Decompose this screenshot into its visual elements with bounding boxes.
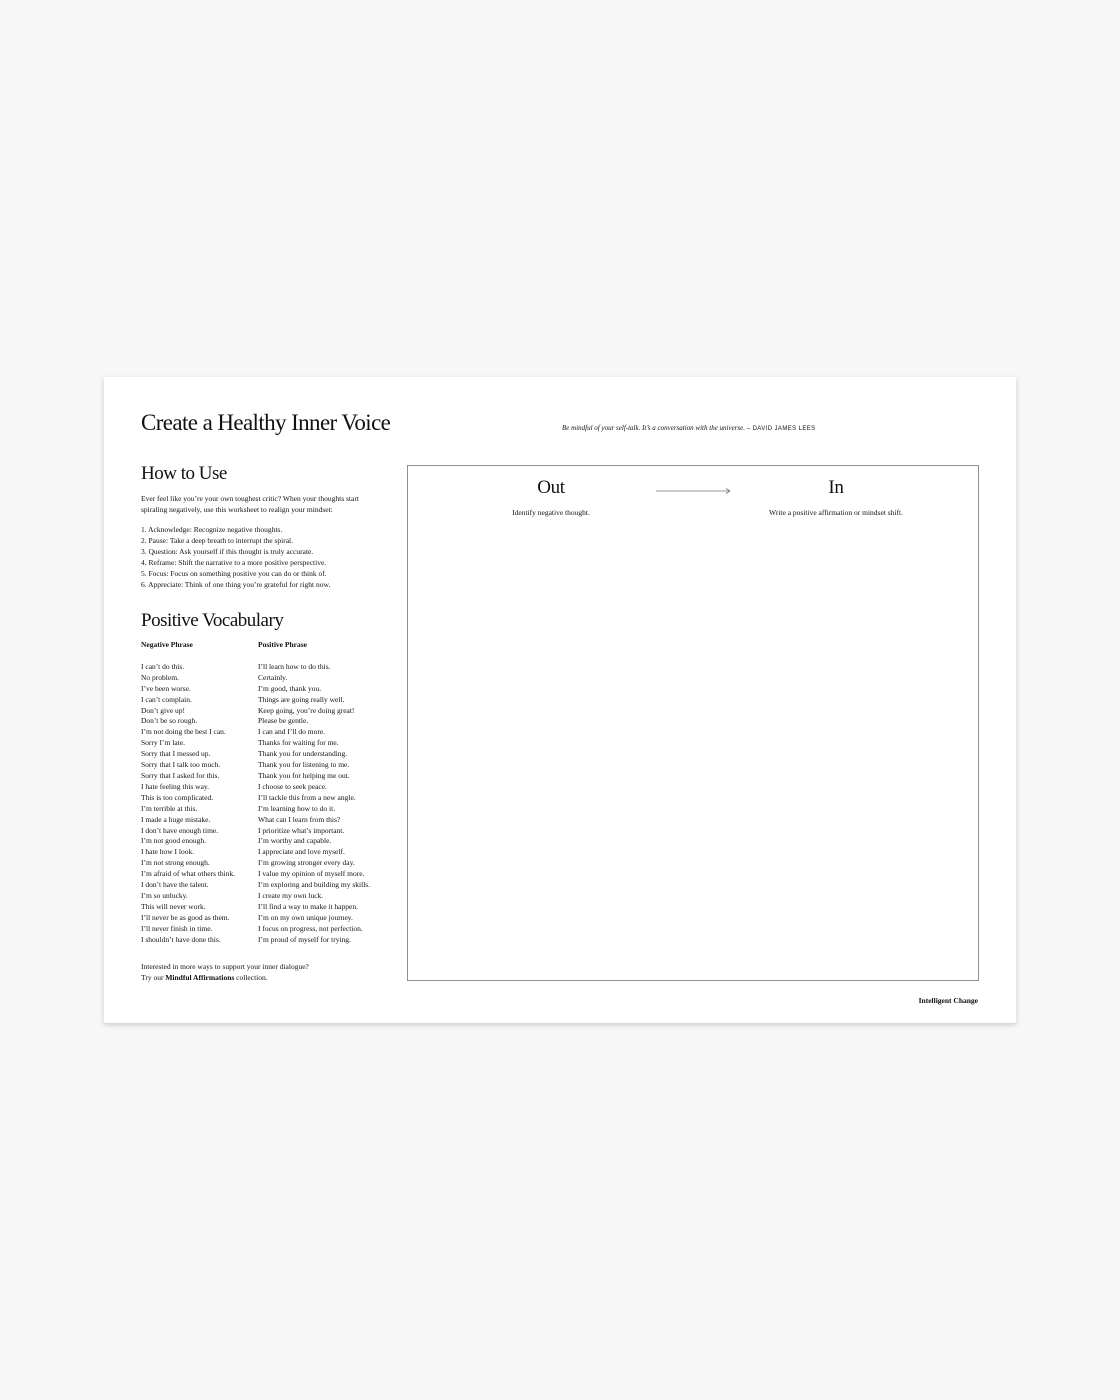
step-item: 2. Pause: Take a deep breath to interrupt the spiral.	[141, 535, 293, 545]
in-heading: In	[828, 477, 844, 498]
positive-phrase-item: I’ll learn how to do this.	[258, 661, 331, 671]
quote-author: – DAVID JAMES LEES	[746, 426, 816, 432]
negative-phrase-item: I made a huge mistake.	[141, 814, 211, 824]
positive-phrase-item: I choose to seek peace.	[258, 781, 327, 791]
negative-phrase-item: Sorry that I asked for this.	[141, 770, 220, 780]
negative-phrase-column	[141, 640, 261, 945]
negative-phrase-item: Don’t be so rough.	[141, 716, 198, 726]
positive-phrase-item: What can I learn from this?	[258, 814, 341, 824]
negative-phrase-item: I’ll never finish in time.	[141, 923, 213, 933]
positive-phrase-item: I’m growing stronger every day.	[258, 858, 355, 868]
positive-phrase-item: I create my own luck.	[258, 890, 324, 900]
worksheet-title: Create a Healthy Inner Voice	[141, 410, 391, 435]
positive-phrase-item: I value my opinion of myself more.	[258, 869, 365, 879]
negative-phrase-item: I’m not good enough.	[141, 836, 206, 846]
arrow-right-icon	[656, 487, 732, 495]
negative-phrase-item: This will never work.	[141, 901, 206, 911]
positive-phrase-item: I’ll find a way to make it happen.	[258, 901, 358, 911]
negative-phrase-item: This is too complicated.	[141, 792, 214, 802]
negative-phrase-header: Negative Phrase	[141, 640, 193, 649]
positive-phrase-item: Keep going, you’re doing great!	[258, 705, 355, 715]
out-subtitle: Identify negative thought.	[512, 508, 590, 517]
how-to-use-intro: Ever feel like you’re your own toughest critic? When your thoughts start spiraling negatively, use this worksheet to realign your mindset:	[141, 494, 359, 514]
negative-phrase-item: Sorry that I messed up.	[141, 749, 211, 759]
quote-text: Be mindful of your self-talk. It’s a conversation with the universe.	[562, 424, 746, 432]
negative-phrase-item: I’m not doing the best I can.	[141, 727, 226, 737]
footer-note-prefix: Try our	[141, 973, 166, 982]
step-item: 1. Acknowledge: Recognize negative thoughts.	[141, 525, 283, 534]
step-item: 4. Reframe: Shift the narrative to a more positive perspective.	[141, 557, 327, 567]
positive-phrase-column	[258, 640, 378, 945]
negative-phrase-item: I don’t have enough time.	[141, 825, 219, 835]
positive-phrase-item: Thank you for understanding.	[258, 749, 348, 759]
positive-phrase-item: I’m good, thank you.	[258, 683, 322, 693]
negative-phrase-item: I’m not strong enough.	[141, 858, 210, 868]
negative-phrase-item: I can’t do this.	[141, 661, 185, 671]
footer-note-line1: Interested in more ways to support your inner dialogue?	[141, 962, 309, 971]
negative-phrase-item: I shouldn’t have done this.	[141, 934, 221, 944]
positive-phrase-header: Positive Phrase	[258, 640, 307, 649]
positive-phrase-item: I prioritize what’s important.	[258, 825, 345, 835]
positive-phrase-item: Thank you for listening to me.	[258, 760, 350, 770]
positive-phrase-item: I’m on my own unique journey.	[258, 912, 353, 922]
how-to-use-heading: How to Use	[141, 463, 227, 484]
positive-phrase-list	[258, 662, 378, 946]
positive-phrase-item: I’m proud of myself for trying.	[258, 934, 351, 944]
positive-phrase-item: I’m exploring and building my skills.	[258, 880, 371, 890]
positive-phrase-item: Things are going really well.	[258, 694, 345, 704]
negative-phrase-list	[141, 662, 261, 946]
positive-phrase-item: I’m worthy and capable.	[258, 836, 332, 846]
footer-note	[141, 961, 401, 983]
quote	[562, 424, 816, 432]
positive-phrase-item: I appreciate and love myself.	[258, 847, 345, 857]
step-item: 3. Question: Ask yourself if this thought is truly accurate.	[141, 546, 314, 556]
positive-phrase-item: Thanks for waiting for me.	[258, 738, 339, 748]
negative-phrase-item: Sorry that I talk too much.	[141, 760, 221, 770]
positive-phrase-item: Certainly.	[258, 672, 288, 682]
negative-phrase-item: I’m so unlucky.	[141, 890, 188, 900]
negative-phrase-item: No problem.	[141, 672, 179, 682]
positive-phrase-item: I can and I’ll do more.	[258, 727, 326, 737]
out-in-box[interactable]	[407, 465, 979, 981]
positive-phrase-item: I’ll tackle this from a new angle.	[258, 792, 356, 802]
negative-phrase-item: Don’t give up!	[141, 705, 186, 715]
mindful-affirmations-link[interactable]: Mindful Affirmations	[165, 973, 235, 982]
positive-vocabulary-heading: Positive Vocabulary	[141, 610, 284, 631]
step-item: 6. Appreciate: Think of one thing you’re grateful for right now.	[141, 579, 331, 589]
negative-phrase-item: I’m terrible at this.	[141, 803, 198, 813]
footer-note-suffix: collection.	[234, 973, 268, 982]
negative-phrase-item: I hate feeling this way.	[141, 781, 210, 791]
positive-phrase-item: Thank you for helping me out.	[258, 770, 350, 780]
negative-phrase-item: I’ve been worse.	[141, 683, 191, 693]
negative-phrase-item: I can’t complain.	[141, 694, 192, 704]
steps-list	[141, 525, 381, 590]
positive-phrase-item: Please be gentle.	[258, 716, 309, 726]
in-subtitle: Write a positive affirmation or mindset shift.	[769, 508, 903, 517]
footer-note-line2	[141, 972, 401, 983]
negative-phrase-item: I don’t have the talent.	[141, 880, 209, 890]
negative-phrase-item: I hate how I look.	[141, 847, 195, 857]
positive-phrase-item: I focus on progress, not perfection.	[258, 923, 363, 933]
worksheet-sheet	[104, 377, 1016, 1023]
negative-phrase-item: I’ll never be as good as them.	[141, 912, 230, 922]
brand-name: Intelligent Change	[918, 996, 978, 1005]
step-item: 5. Focus: Focus on something positive you can do or think of.	[141, 568, 327, 578]
positive-phrase-item: I’m learning how to do it.	[258, 803, 336, 813]
negative-phrase-item: I’m afraid of what others think.	[141, 869, 236, 879]
negative-phrase-item: Sorry I’m late.	[141, 738, 185, 748]
out-heading: Out	[537, 477, 565, 498]
